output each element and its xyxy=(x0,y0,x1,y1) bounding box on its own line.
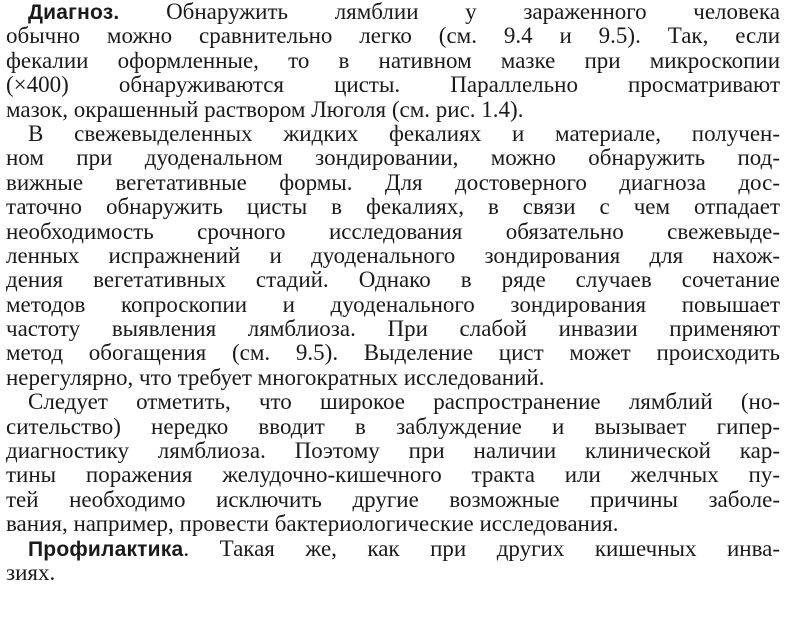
text-line: частоту выявления лямблиоза. При слабой инвазии применяют xyxy=(6,317,780,342)
text-line: Профилактика. Такая же, как при других кишечных инва- xyxy=(28,536,780,561)
paragraph-hyperdiagnosis xyxy=(6,390,780,536)
heading-prophylaxis: Профилактика xyxy=(28,537,184,561)
paragraph-fresh-feces xyxy=(6,122,780,390)
text-line: ленных испражнений и дуоденального зондирования для нахож- xyxy=(6,243,780,268)
text-line: таточно обнаружить цисты в фекалиях, в связи с чем отпадает xyxy=(6,195,780,220)
text-line: вания, например, провести бактериологические исследования. xyxy=(6,512,619,537)
text-line: дения вегетативных стадий. Однако в ряде случаев сочетание xyxy=(6,268,780,293)
text-line: фекалии оформленные, то в нативном мазке при микроскопии xyxy=(6,48,780,73)
text-line: тей необходимо исключить другие возможные причины заболе- xyxy=(6,487,780,512)
text-line: тины поражения желудочно-кишечного тракта или желчных пу- xyxy=(6,463,780,488)
text-line: зиях. xyxy=(6,560,56,585)
paragraph-prophylaxis xyxy=(6,537,780,586)
paragraph-diagnosis xyxy=(6,0,780,122)
text-line: Диагноз. Обнаружить лямблии у зараженного человека xyxy=(28,0,780,24)
text-line: мазок, окрашенный раствором Люголя (см. рис. 1.4). xyxy=(6,97,524,122)
text-line: диагностику лямблиоза. Поэтому при наличии клинической кар- xyxy=(6,439,780,464)
text-line: В свежевыделенных жидких фекалиях и материале, получен- xyxy=(28,121,780,146)
text-line: необходимость срочного исследования обязательно свежевыде- xyxy=(6,219,780,244)
text-line: вижные вегетативные формы. Для достоверного диагноза дос- xyxy=(6,170,780,195)
text-line: методов копроскопии и дуоденального зондирования повышает xyxy=(6,292,780,317)
text-line: метод обогащения (см. 9.5). Выделение цист может происходить xyxy=(6,341,780,366)
text-line: сительство) нередко вводит в заблуждение и вызывает гипер- xyxy=(6,414,780,439)
text-line: (×400) обнаруживаются цисты. Параллельно просматривают xyxy=(6,73,780,98)
text-line: Следует отметить, что широкое распространение лямблий (но- xyxy=(28,390,780,415)
heading-diagnosis: Диагноз. xyxy=(28,1,120,24)
text-line: обычно можно сравнительно легко (см. 9.4 и 9.5). Так, если xyxy=(6,24,780,49)
text-line: ном при дуоденальном зондировании, можно обнаружить под- xyxy=(6,146,780,171)
text-line: нерегулярно, что требует многократных исследований. xyxy=(6,365,545,390)
